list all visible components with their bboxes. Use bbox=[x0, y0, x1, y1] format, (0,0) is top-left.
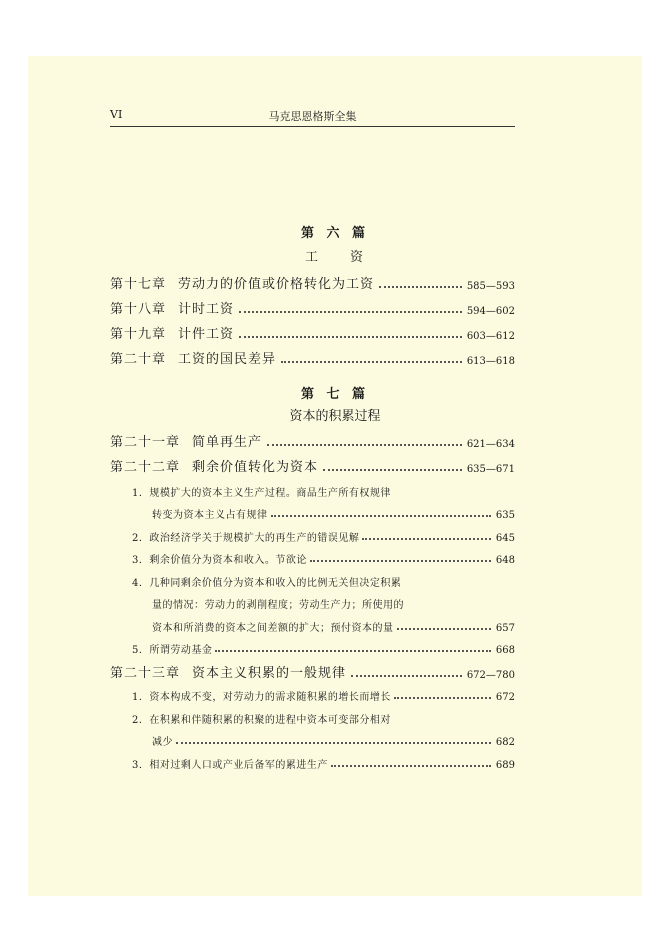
section-title: 2．政治经济学关于规模扩大的再生产的错误见解 bbox=[132, 533, 360, 544]
page-number: 635 bbox=[495, 510, 515, 521]
section-title-cont: 资本和所消费的资本之间差额的扩大；预付资本的量 bbox=[152, 623, 394, 634]
leader-dots bbox=[351, 675, 462, 677]
section-title: 1．资本构成不变，对劳动力的需求随积累的增长而增长 bbox=[132, 692, 391, 703]
leader-dots bbox=[281, 361, 462, 363]
section-title: 3．剩余价值分为资本和收入。节欲论 bbox=[132, 555, 307, 566]
toc-section-22-2[interactable] bbox=[132, 524, 515, 544]
leader-dots bbox=[397, 628, 491, 630]
leader-dots bbox=[379, 286, 462, 288]
page-number: 689 bbox=[495, 760, 515, 771]
chapter-number: 第十七章 bbox=[110, 277, 167, 292]
leader-dots bbox=[271, 515, 491, 517]
chapter-number: 第二十章 bbox=[110, 352, 167, 367]
toc-section-22-4[interactable] bbox=[132, 569, 515, 589]
toc-chapter-17[interactable] bbox=[110, 270, 515, 292]
leader-dots bbox=[331, 765, 491, 767]
chapter-title: 资本主义积累的一般规律 bbox=[192, 666, 347, 681]
toc-chapter-22[interactable] bbox=[110, 453, 515, 475]
leader-dots bbox=[239, 336, 462, 338]
toc-section-22-1[interactable] bbox=[132, 479, 515, 499]
section-title: 3．相对过剩人口或产业后备军的累进生产 bbox=[132, 760, 328, 771]
leader-dots bbox=[176, 742, 491, 744]
section-title-cont: 减少 bbox=[152, 737, 173, 748]
chapter-title: 剩余价值转化为资本 bbox=[192, 460, 319, 475]
page-number-roman: VI bbox=[110, 108, 123, 121]
page-range: 603—612 bbox=[466, 331, 515, 342]
chapter-title: 工资的国民差异 bbox=[178, 352, 277, 367]
leader-dots bbox=[394, 697, 491, 699]
chapter-number: 第十九章 bbox=[110, 327, 167, 342]
leader-dots bbox=[215, 650, 491, 652]
chapter-number: 第二十三章 bbox=[110, 666, 181, 681]
toc-chapter-20[interactable] bbox=[110, 345, 515, 367]
section-title-cont: 量的情况：劳动力的剥削程度；劳动生产力；所使用的 bbox=[152, 600, 404, 611]
toc-section-23-1[interactable] bbox=[132, 683, 515, 703]
toc-section-22-3[interactable] bbox=[132, 546, 515, 566]
part-7-title: 资本的积累过程 bbox=[289, 409, 381, 424]
leader-dots bbox=[323, 469, 462, 471]
chapter-title: 计件工资 bbox=[178, 327, 235, 342]
page-number: 682 bbox=[495, 737, 515, 748]
chapter-number: 第十八章 bbox=[110, 302, 167, 317]
page-range: 621—634 bbox=[466, 439, 515, 450]
section-title: 1．规模扩大的资本主义生产过程。商品生产所有权规律 bbox=[132, 488, 391, 499]
running-header bbox=[110, 108, 515, 127]
toc-section-22-5[interactable] bbox=[132, 636, 515, 656]
book-title: 马克思恩格斯全集 bbox=[268, 110, 357, 123]
toc-chapter-18[interactable] bbox=[110, 295, 515, 317]
section-title: 2．在积累和伴随积累的积聚的进程中资本可变部分相对 bbox=[132, 715, 391, 726]
chapter-title: 计时工资 bbox=[178, 302, 235, 317]
toc-section-23-2[interactable] bbox=[132, 706, 515, 726]
toc-chapter-19[interactable] bbox=[110, 320, 515, 342]
toc-section-23-2-cont[interactable] bbox=[152, 728, 515, 748]
page-number: 648 bbox=[495, 555, 515, 566]
section-title: 4．几种同剩余价值分为资本和收入的比例无关但决定积累 bbox=[132, 578, 402, 589]
toc-section-22-4-cont1[interactable] bbox=[152, 591, 515, 611]
leader-dots bbox=[362, 538, 491, 540]
section-title-cont: 转变为资本主义占有规律 bbox=[152, 510, 268, 521]
chapter-number: 第二十一章 bbox=[110, 435, 181, 450]
page-range: 594—602 bbox=[466, 306, 515, 317]
toc-section-23-3[interactable] bbox=[132, 751, 515, 771]
toc-section-22-4-cont2[interactable] bbox=[152, 614, 515, 634]
toc-chapter-21[interactable] bbox=[110, 428, 515, 450]
part-7-number: 第 七 篇 bbox=[300, 387, 370, 402]
page-range: 635—671 bbox=[466, 464, 515, 475]
chapter-number: 第二十二章 bbox=[110, 460, 181, 475]
leader-dots bbox=[267, 444, 462, 446]
part-6-title: 工 资 bbox=[304, 250, 365, 265]
chapter-title: 劳动力的价值或价格转化为工资 bbox=[178, 277, 375, 292]
page-range: 585—593 bbox=[466, 281, 515, 292]
leader-dots bbox=[239, 311, 462, 313]
page-number: 672 bbox=[495, 692, 515, 703]
section-title: 5．所谓劳动基金 bbox=[132, 645, 213, 656]
chapter-title: 简单再生产 bbox=[192, 435, 263, 450]
page-number: 668 bbox=[495, 645, 515, 656]
page-number: 657 bbox=[495, 623, 515, 634]
part-6-number: 第 六 篇 bbox=[300, 226, 370, 241]
leader-dots bbox=[310, 560, 491, 562]
page-range: 613—618 bbox=[466, 356, 515, 367]
toc-chapter-23[interactable] bbox=[110, 659, 515, 681]
page-range: 672—780 bbox=[466, 670, 515, 681]
page-number: 645 bbox=[495, 533, 515, 544]
toc-section-22-1-cont[interactable] bbox=[152, 501, 515, 521]
